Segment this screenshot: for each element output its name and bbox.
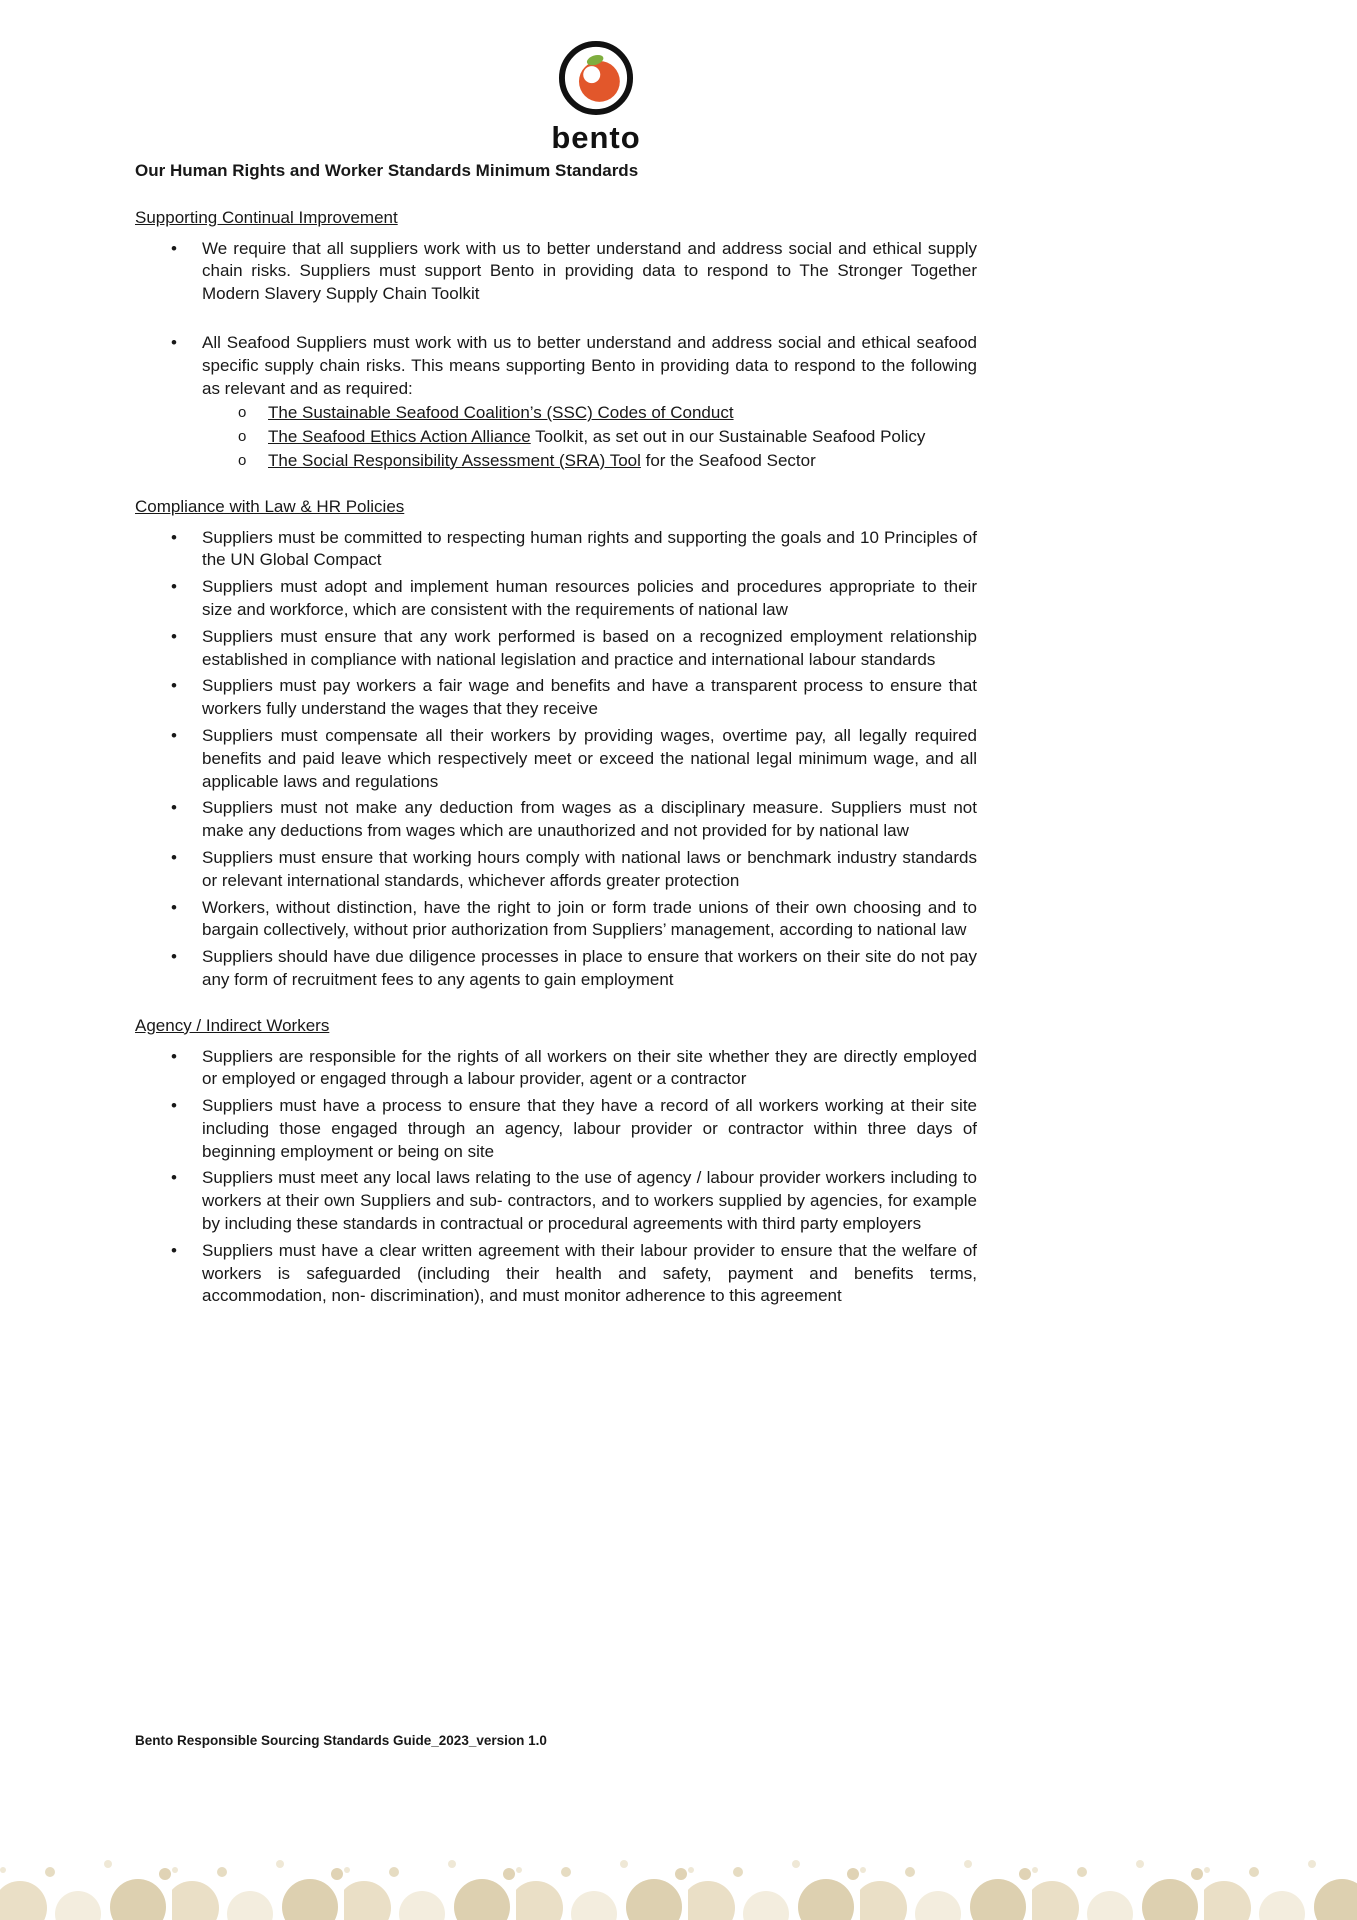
- text-run: Suppliers must ensure that any work performed is based on a recognized employment relationship established in compliance with national legislation and practice and international labour standards: [202, 626, 977, 669]
- sections-container: [135, 207, 977, 1308]
- sub-bullet-text: [268, 403, 734, 422]
- bullet-item: [135, 238, 977, 306]
- bento-logo: [508, 38, 684, 156]
- document-footer: Bento Responsible Sourcing Standards Guide_2023_version 1.0: [135, 1733, 547, 1748]
- bento-logo-text: bento: [551, 120, 641, 155]
- text-run: Suppliers must not make any deduction from wages as a disciplinary measure. Suppliers must not make any deductions from wages which are unauthorized and not provided for by national law: [202, 798, 977, 841]
- bullet-text: [202, 1241, 977, 1306]
- section-heading: Supporting Continual Improvement: [135, 207, 398, 227]
- text-run: All Seafood Suppliers must work with us to better understand and address social and ethical seafood specific supply chain risks. This means supporting Bento in providing data to respond to the following as relevant and as required:: [202, 332, 977, 398]
- bullet-item: [135, 797, 977, 843]
- bullet-list: [135, 1046, 977, 1309]
- scalloped-dots-pattern: [0, 1850, 1357, 1920]
- bullet-item: [135, 847, 977, 893]
- bullet-item: [135, 576, 977, 622]
- bullet-text: [202, 627, 977, 669]
- section-heading: Agency / Indirect Workers: [135, 1015, 330, 1035]
- bullet-text: [202, 848, 977, 890]
- document-title: Our Human Rights and Worker Standards Minimum Standards: [135, 161, 639, 180]
- section: [135, 496, 977, 992]
- text-run: Suppliers must meet any local laws relating to the use of agency / labour provider workers including to workers at their own Suppliers and sub- contractors, and to workers supplied by agencies, for example by including these standards in contractual or procedural agreements with third party employers: [202, 1168, 977, 1234]
- decorative-border: [0, 1850, 1357, 1920]
- text-run: Toolkit, as set out in our Sustainable Seafood Policy: [530, 427, 926, 447]
- sub-bullet-text: [268, 427, 925, 446]
- sub-bullet-item: [202, 450, 977, 473]
- bullet-text: [202, 239, 977, 304]
- bullet-text: [202, 528, 977, 570]
- bullet-text: [202, 798, 977, 840]
- text-run: Workers, without distinction, have the right to join or form trade unions of their own choosing and to bargain collectively, without prior authorization from Suppliers’ management, according to national law: [202, 897, 977, 940]
- text-run: for the Seafood Sector: [640, 450, 816, 470]
- sub-bullet-item: [202, 426, 977, 449]
- text-run: We require that all suppliers work with us to better understand and address social and ethical supply chain risks. Suppliers must support Bento in providing data to respond to The Stronger Together Modern Slavery Supply Chain Toolkit: [202, 238, 977, 304]
- bullet-item: [135, 527, 977, 573]
- bullet-item: [135, 675, 977, 721]
- text-run: Suppliers must have a clear written agreement with their labour provider to ensure that the welfare of workers is safeguarded (including their health and safety, payment and benefits terms, accommodation, non- discrimination), and must monitor adherence to this agreement: [202, 1240, 977, 1306]
- bullet-text: [202, 726, 977, 791]
- text-run: Suppliers must ensure that working hours comply with national laws or benchmark industry standards or relevant international standards, whichever affords greater protection: [202, 847, 977, 890]
- text-run: Suppliers must pay workers a fair wage and benefits and have a transparent process to ensure that workers fully understand the wages that they receive: [202, 676, 977, 719]
- text-run: Suppliers should have due diligence processes in place to ensure that workers on their site do not pay any form of recruitment fees to any agents to gain employment: [202, 947, 977, 989]
- bullet-text: [202, 333, 977, 398]
- bullet-item: [135, 946, 977, 992]
- bullet-list: [135, 527, 977, 992]
- sub-bullet-item: [202, 402, 977, 425]
- bullet-text: [202, 898, 977, 940]
- bullet-item: [135, 332, 977, 473]
- document-link[interactable]: The Seafood Ethics Action Alliance: [268, 427, 531, 447]
- section-heading: Compliance with Law & HR Policies: [135, 496, 405, 516]
- text-run: Suppliers must compensate all their workers by providing wages, overtime pay, all legally required benefits and paid leave which respectively meet or exceed the national legal minimum wage, and all applicable laws and regulations: [202, 725, 977, 791]
- text-run: Suppliers must have a process to ensure that they have a record of all workers working at their site including those engaged through an agency, labour provider or contractor within three days of beginning employment or being on site: [202, 1096, 977, 1161]
- bullet-item: [135, 626, 977, 672]
- bullet-item: [135, 897, 977, 943]
- bullet-list: [135, 238, 977, 473]
- bullet-text: [202, 676, 977, 718]
- bullet-item: [135, 1167, 977, 1235]
- text-run: Suppliers must adopt and implement human resources policies and procedures appropriate to their size and workforce, which are consistent with the requirements of national law: [202, 577, 977, 619]
- sub-bullet-text: [268, 451, 816, 470]
- bullet-text: [202, 1168, 977, 1233]
- bullet-text: [202, 947, 977, 989]
- document-link[interactable]: The Sustainable Seafood Coalition’s (SSC) Codes of Conduct: [268, 403, 734, 423]
- bento-logo-icon: [553, 38, 639, 118]
- bullet-text: [202, 577, 977, 619]
- text-run: Suppliers must be committed to respecting human rights and supporting the goals and 10 Principles of the UN Global Compact: [202, 527, 977, 570]
- bullet-item: [135, 1240, 977, 1308]
- bullet-text: [202, 1047, 977, 1089]
- document-content: [135, 160, 977, 1312]
- sub-bullet-list: [202, 402, 977, 472]
- section: [135, 1015, 977, 1309]
- bullet-item: [135, 1046, 977, 1092]
- section: [135, 207, 977, 473]
- document-link[interactable]: The Social Responsibility Assessment (SRA) Tool: [268, 450, 641, 470]
- bullet-item: [135, 1095, 977, 1163]
- bullet-text: [202, 1096, 977, 1161]
- bullet-item: [135, 725, 977, 793]
- text-run: Suppliers are responsible for the rights of all workers on their site whether they are directly employed or employed or engaged through a labour provider, agent or a contractor: [202, 1046, 977, 1089]
